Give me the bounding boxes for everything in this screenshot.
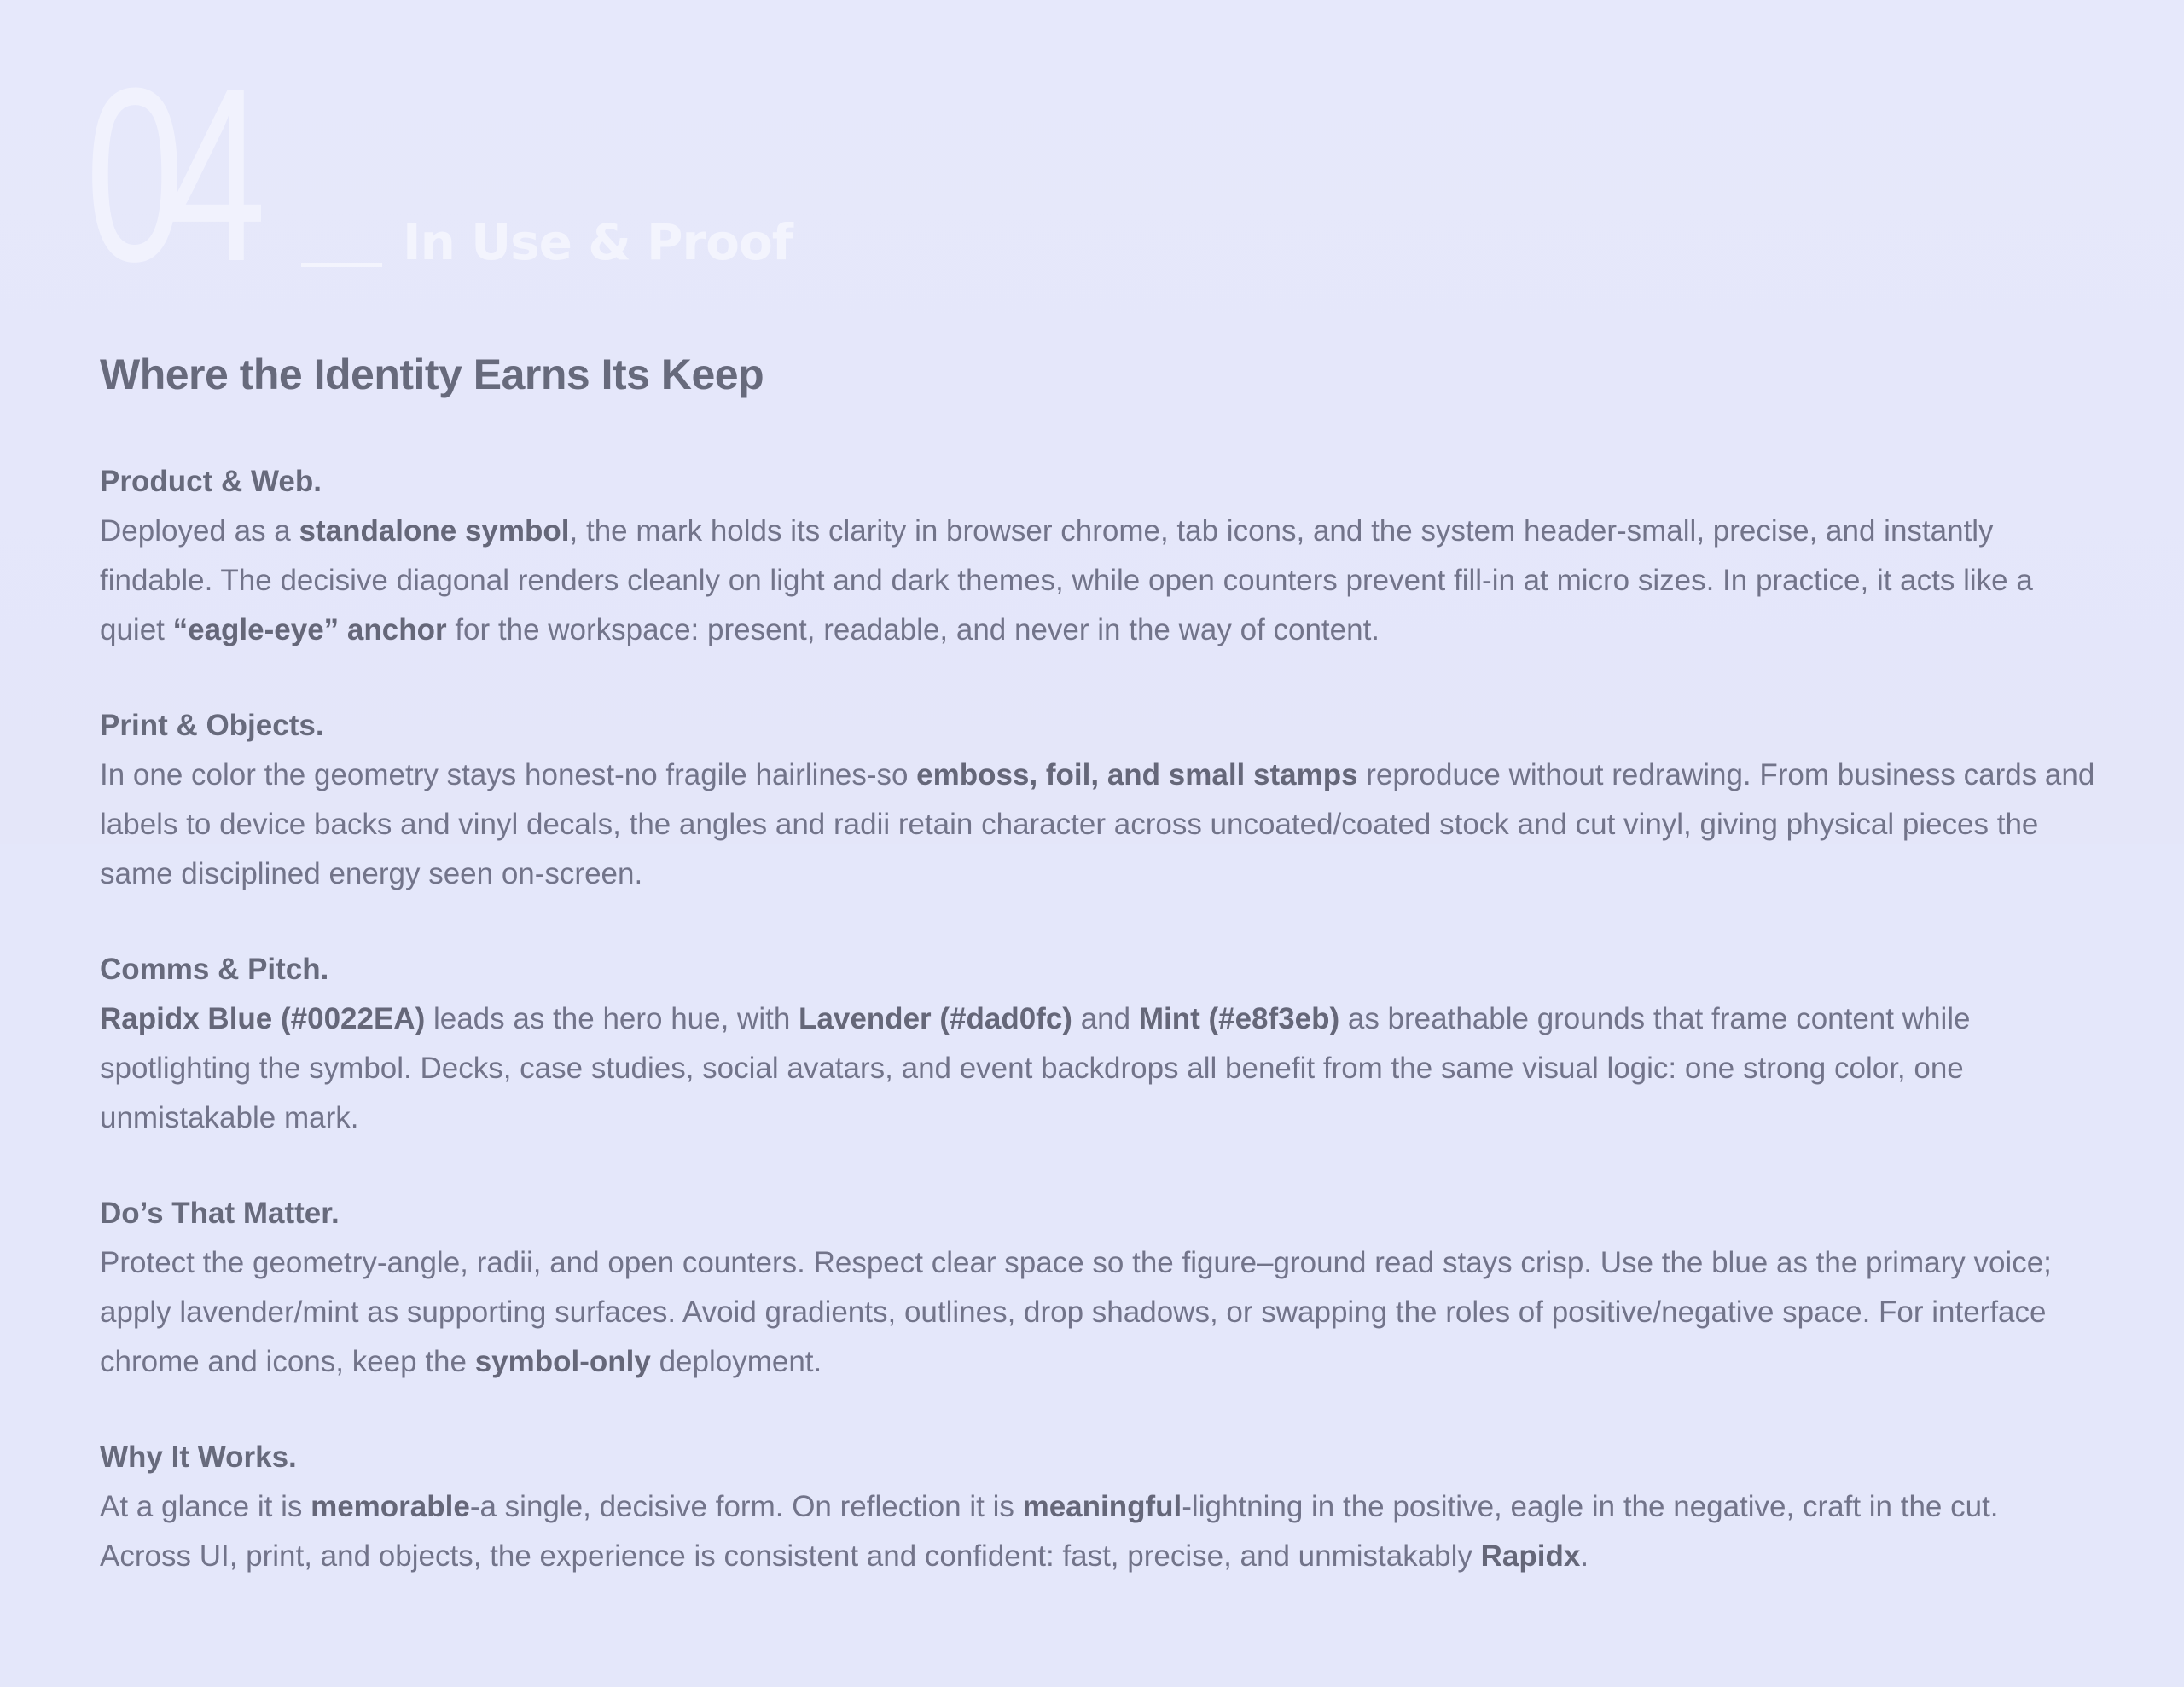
- body-text: In one color the geometry stays honest-no fragile hairlines-so: [100, 758, 917, 791]
- body-text: and: [1072, 1002, 1139, 1035]
- body-text: for the workspace: present, readable, and never in the way of content.: [446, 613, 1380, 646]
- section-heading: Print & Objects.: [100, 709, 324, 742]
- section-block: [100, 1192, 2096, 1387]
- body-emphasis: Rapidx: [1480, 1539, 1581, 1573]
- body-text: deployment.: [650, 1345, 822, 1378]
- section-number: 04: [85, 37, 249, 313]
- body-text: -a single, decisive form. On reflection it is: [469, 1490, 1023, 1523]
- section-block: [100, 461, 2096, 655]
- content-area: [100, 346, 2096, 1631]
- body-emphasis: memorable: [311, 1490, 470, 1523]
- body-emphasis: meaningful: [1022, 1490, 1182, 1523]
- section-heading: Comms & Pitch.: [100, 953, 329, 986]
- section-body: [100, 1482, 2096, 1581]
- hero-divider-line: [301, 263, 382, 267]
- section-body: [100, 994, 2096, 1143]
- section-subtitle: In Use & Proof: [403, 213, 793, 271]
- body-emphasis: standalone symbol: [299, 514, 570, 548]
- body-text: .: [1580, 1539, 1589, 1573]
- section-heading: Product & Web.: [100, 465, 322, 498]
- body-emphasis: Lavender (#dad0fc): [799, 1002, 1072, 1035]
- section-block: [100, 1436, 2096, 1581]
- section-heading: Do’s That Matter.: [100, 1197, 340, 1230]
- body-text: leads as the hero hue, with: [425, 1002, 799, 1035]
- section-block: [100, 704, 2096, 899]
- body-emphasis: Mint (#e8f3eb): [1138, 1002, 1340, 1035]
- body-text: reproduce without redrawing. From business cards and labels to device backs and vinyl decals, the angles and radii retain character across uncoated/coated stock and cut vinyl, giving physical pieces the same disciplined energy seen on-screen.: [100, 758, 2095, 890]
- body-text: , the mark holds its clarity in browser chrome, tab icons, and the system header-small, precise, and instantly findable. The decisive diagonal renders cleanly on light and dark themes, while open counters prevent fill-in at micro sizes. In practice, it acts like a quiet: [100, 514, 2033, 646]
- section-hero: [85, 37, 1280, 313]
- body-emphasis: “eagle-eye” anchor: [172, 613, 447, 646]
- section-block: [100, 948, 2096, 1143]
- body-emphasis: Rapidx Blue (#0022EA): [100, 1002, 426, 1035]
- body-text: At a glance it is: [100, 1490, 311, 1523]
- body-emphasis: symbol-only: [474, 1345, 651, 1378]
- sections-list: [100, 461, 2096, 1581]
- body-text: Protect the geometry-angle, radii, and open counters. Respect clear space so the figure–ground read stays crisp. Use the blue as the primary voice; apply lavender/mint as supporting surfaces. Avoid gradients, outlines, drop shadows, or swapping the roles of positive/negative space. For interface chrome and icons, keep the: [100, 1246, 2052, 1378]
- section-body: [100, 507, 2096, 655]
- body-text: Deployed as a: [100, 514, 299, 548]
- body-emphasis: emboss, foil, and small stamps: [916, 758, 1358, 791]
- section-heading: Why It Works.: [100, 1441, 297, 1474]
- section-body: [100, 751, 2096, 899]
- body-text: -lightning in the positive, eagle in the negative, craft in the cut. Across UI, print, and objects, the experience is consistent and confident: fast, precise, and unmistakably: [100, 1490, 1999, 1573]
- body-text: as breathable grounds that frame content while spotlighting the symbol. Decks, case studies, social avatars, and event backdrops all benefit from the same visual logic: one strong color, one unmistakable mark.: [100, 1002, 1971, 1134]
- section-body: [100, 1238, 2096, 1387]
- page-title: Where the Identity Earns Its Keep: [100, 351, 764, 398]
